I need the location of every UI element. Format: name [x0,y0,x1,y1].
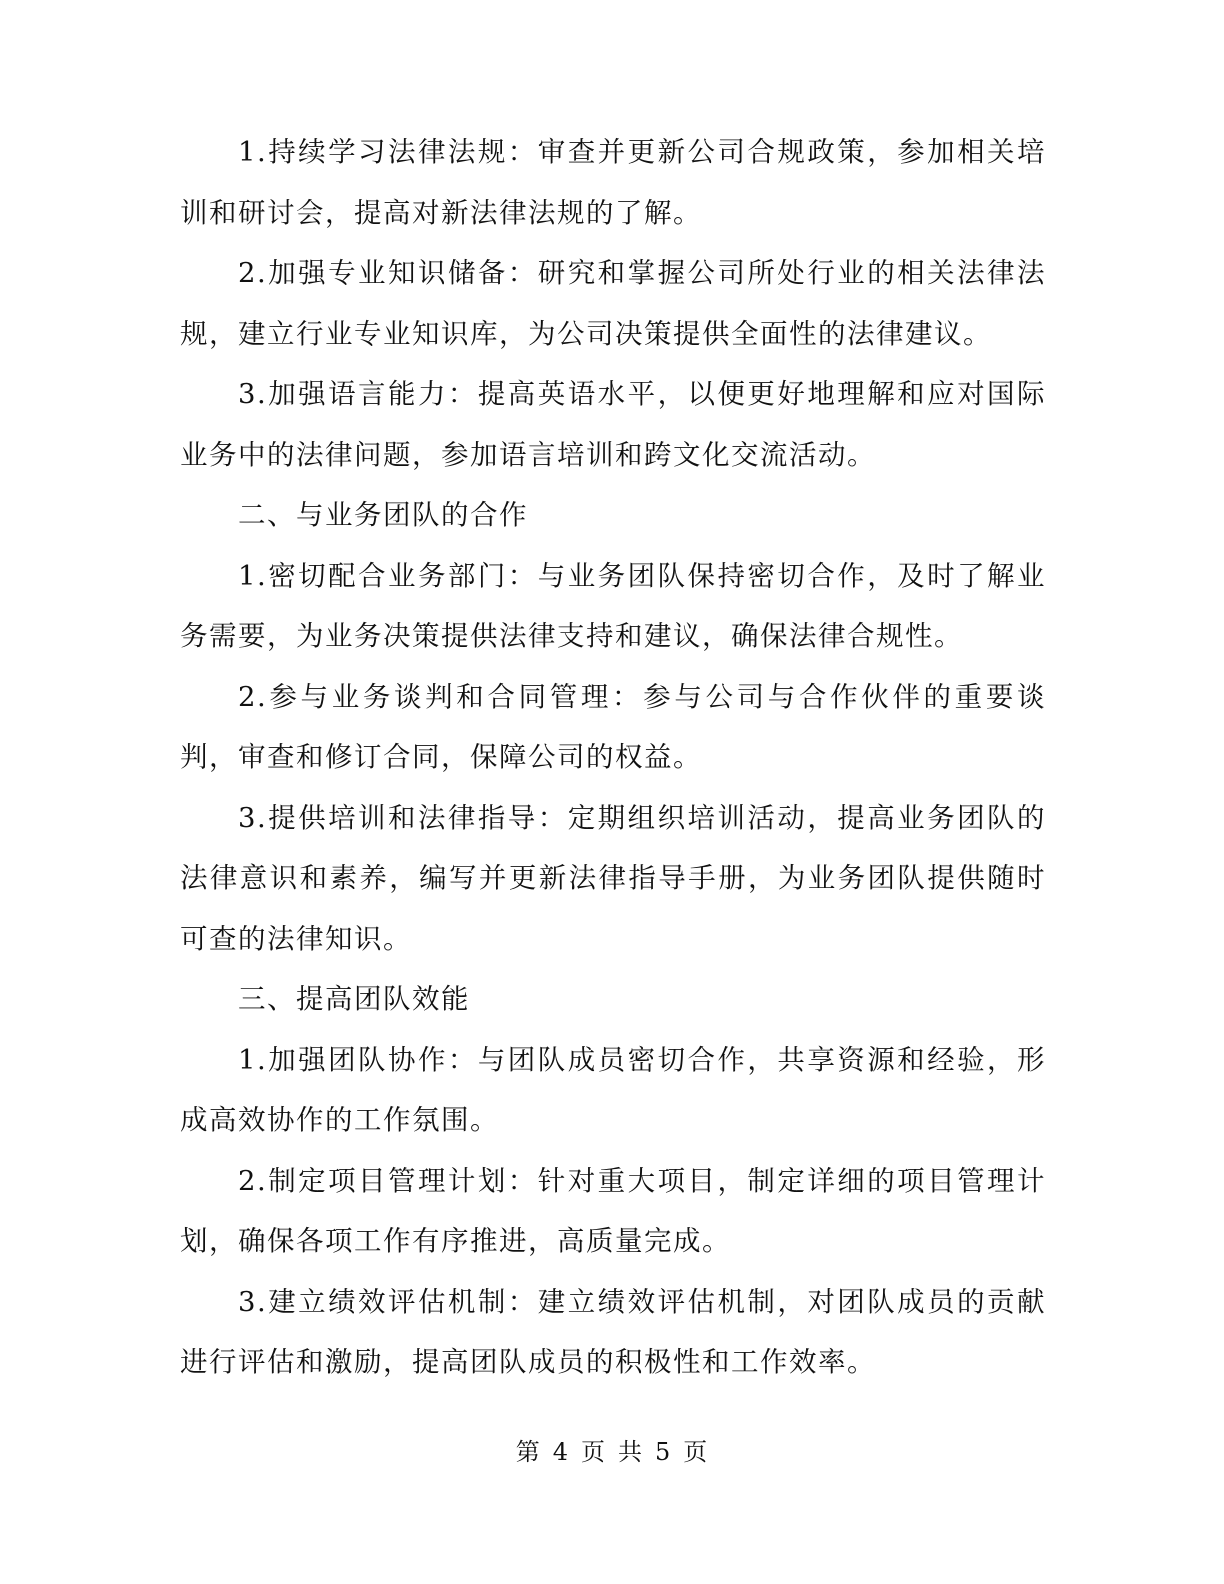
footer-suffix: 页 [683,1438,709,1466]
section-heading-team-efficiency: 三、提高团队效能 [238,983,470,1015]
paragraph-performance-evaluation: 3.建立绩效评估机制：建立绩效评估机制，对团队成员的贡献进行评估和激励，提高团队成员的积极性和工作效率。 [180,1285,1046,1378]
paragraph-negotiation-contracts: 2.参与业务谈判和合同管理：参与公司与合作伙伴的重要谈判，审查和修订合同，保障公司的权益。 [180,680,1046,773]
paragraph-language-ability: 3.加强语言能力：提高英语水平，以便更好地理解和应对国际业务中的法律问题，参加语言培训和跨文化交流活动。 [180,378,1046,471]
paragraph-professional-knowledge: 2.加强专业知识储备：研究和掌握公司所处行业的相关法律法规，建立行业专业知识库，为公司决策提供全面性的法律建议。 [180,257,1046,350]
document-body [180,122,1046,1393]
section-heading-business-cooperation: 二、与业务团队的合作 [238,499,528,531]
paragraph-training-guidance: 3.提供培训和法律指导：定期组织培训活动，提高业务团队的法律意识和素养，编写并更新法律指导手册，为业务团队提供随时可查的法律知识。 [180,801,1046,955]
page-footer [0,1432,1224,1467]
footer-total-pages: 5 [655,1438,672,1466]
paragraph-team-collaboration: 1.加强团队协作：与团队成员密切合作，共享资源和经验，形成高效协作的工作氛围。 [180,1043,1046,1136]
paragraph-project-management: 2.制定项目管理计划：针对重大项目，制定详细的项目管理计划，确保各项工作有序推进，高质量完成。 [180,1164,1046,1257]
footer-total-word: 共 [618,1438,643,1466]
paragraph-close-cooperation: 1.密切配合业务部门：与业务团队保持密切合作，及时了解业务需要，为业务决策提供法律支持和建议，确保法律合规性。 [180,559,1046,652]
paragraph-continuous-learning: 1.持续学习法律法规：审查并更新公司合规政策，参加相关培训和研讨会，提高对新法律法规的了解。 [180,136,1046,229]
footer-current-page: 4 [552,1438,569,1466]
footer-prefix: 第 [515,1438,541,1466]
footer-page-word: 页 [581,1438,606,1466]
